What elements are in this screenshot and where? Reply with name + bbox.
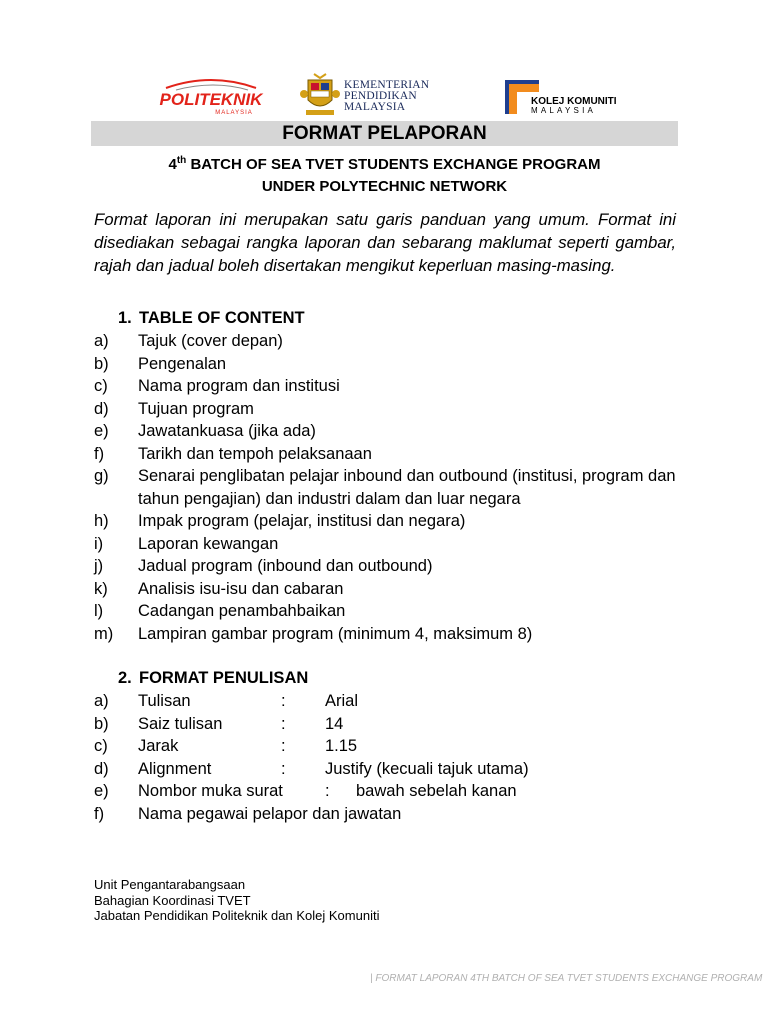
list-item: j) Jadual program (inbound dan outbound) — [94, 557, 433, 575]
intro-paragraph: Format laporan ini merupakan satu garis panduan yang umum. Format ini disediakan sebagai rangka laporan dan sebarang maklumat seperti gambar, rajah dan jadual boleh disertakan mengikut keperluan masing-masing. — [94, 210, 676, 275]
subtitle-line2: UNDER POLYTECHNIC NETWORK — [261, 178, 508, 195]
page-title: FORMAT PELAPORAN — [91, 121, 678, 146]
malaysia-crest-icon — [300, 72, 340, 118]
kolej-komuniti-logo — [505, 78, 650, 118]
subtitle-line1: 4th BATCH OF SEA TVET STUDENTS EXCHANGE PROGRAM — [168, 155, 601, 173]
list-item: a) Tajuk (cover depan) — [94, 332, 283, 350]
header-logos — [0, 70, 768, 122]
list-item: f) Tarikh dan tempoh pelaksanaan — [94, 444, 372, 463]
politeknik-wordmark: POLITEKNIK — [159, 90, 263, 109]
list-item: e) Nombor muka surat : bawah sebelah kanan — [94, 782, 517, 800]
list-item: h) Impak program (pelajar, institusi dan negara) — [94, 512, 466, 530]
list-item: k) Analisis isu-isu dan cabaran — [94, 579, 344, 598]
list-item: l) Cadangan penambahbaikan — [94, 602, 346, 620]
list-item: c) Nama program dan institusi — [94, 377, 340, 395]
kolej-line2: MALAYSIA — [531, 106, 597, 115]
list-item: b) Saiz tulisan : 14 — [94, 714, 344, 733]
politeknik-logo — [136, 76, 286, 116]
list-item: e) Jawatankuasa (jika ada) — [94, 422, 316, 440]
list-item: m) Lampiran gambar program (minimum 4, maksimum 8) — [94, 624, 533, 643]
footer-address: Unit Pengantarabangsaan Bahagian Koordinasi TVET Jabatan Pendidikan Politeknik dan Kolej Komuniti — [94, 877, 380, 923]
list-item: c) Jarak : 1.15 — [94, 737, 358, 755]
politeknik-sub: MALAYSIA — [215, 110, 253, 116]
list-item: i) Laporan kewangan — [94, 534, 279, 553]
table-of-content-list — [94, 330, 684, 645]
list-item: b) Pengenalan — [94, 354, 227, 373]
format-penulisan-list — [94, 690, 684, 825]
kolej-line1: KOLEJ KOMUNITI — [531, 96, 617, 107]
running-footer: | FORMAT LAPORAN 4TH BATCH OF SEA TVET STUDENTS EXCHANGE PROGRAM — [370, 973, 763, 984]
list-item: f) Nama pegawai pelapor dan jawatan — [94, 804, 402, 823]
list-item: d) Alignment : Justify (kecuali tajuk utama) — [94, 759, 529, 778]
list-item: d) Tujuan program — [94, 399, 254, 418]
list-item: g) Senarai penglibatan pelajar inbound dan outbound (institusi, program dan tahun pengajian) dan industri dalam dan luar negara — [94, 467, 676, 508]
list-item: a) Tulisan : Arial — [94, 692, 359, 710]
kpm-wordmark: KEMENTERIAN PENDIDIKAN MALAYSIA — [344, 79, 430, 113]
